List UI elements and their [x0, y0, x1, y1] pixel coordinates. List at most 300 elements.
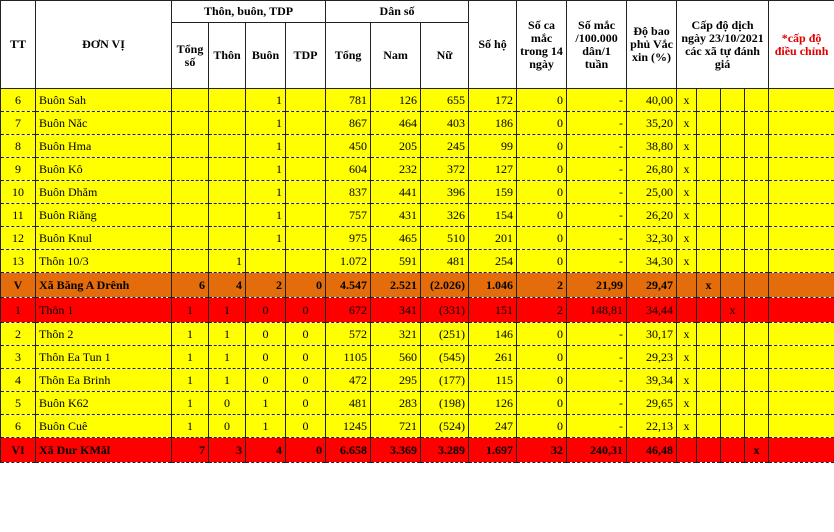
header-tong: Tổng [326, 23, 371, 89]
cell-thon [209, 181, 246, 204]
cell-so-mac: - [567, 415, 627, 438]
cell-so-mac: - [567, 204, 627, 227]
cell-tt: 2 [1, 323, 36, 346]
table-row [1, 438, 834, 463]
cell-thon [209, 112, 246, 135]
cell-tong-so: 7 [172, 438, 209, 463]
cell-level-3 [721, 415, 745, 438]
cell-buon: 0 [246, 323, 286, 346]
cell-name: Buôn Riăng [36, 204, 172, 227]
cell-tdp [286, 89, 326, 112]
cell-level-2 [697, 89, 721, 112]
cell-name: Buôn Kô [36, 158, 172, 181]
cell-so-ca: 0 [517, 346, 567, 369]
cell-so-ho: 254 [469, 250, 517, 273]
cell-tong-so [172, 112, 209, 135]
cell-buon: 1 [246, 204, 286, 227]
cell-do-bao-phu: 25,00 [627, 181, 677, 204]
cell-level-4 [745, 369, 769, 392]
cell-level-4 [745, 298, 769, 323]
cell-tong-so [172, 181, 209, 204]
cell-do-bao-phu: 26,80 [627, 158, 677, 181]
cell-do-bao-phu: 34,30 [627, 250, 677, 273]
cell-thon: 1 [209, 298, 246, 323]
table-row [1, 135, 834, 158]
cell-level-3 [721, 250, 745, 273]
cell-level-1 [677, 273, 697, 298]
cell-buon: 1 [246, 135, 286, 158]
cell-buon: 1 [246, 415, 286, 438]
cell-so-mac: - [567, 369, 627, 392]
table-body [1, 89, 834, 463]
cell-so-mac: - [567, 112, 627, 135]
cell-level-3 [721, 204, 745, 227]
cell-level-adjusted [769, 181, 834, 204]
cell-level-adjusted [769, 298, 834, 323]
cell-level-3: x [721, 298, 745, 323]
cell-name: Thôn 10/3 [36, 250, 172, 273]
cell-buon [246, 250, 286, 273]
cell-level-4 [745, 89, 769, 112]
cell-so-ca: 0 [517, 392, 567, 415]
cell-thon: 1 [209, 369, 246, 392]
cell-buon: 0 [246, 346, 286, 369]
cell-name: Buôn K62 [36, 392, 172, 415]
cell-so-ho: 151 [469, 298, 517, 323]
cell-tong: 837 [326, 181, 371, 204]
cell-tt: VI [1, 438, 36, 463]
cell-so-ho: 146 [469, 323, 517, 346]
cell-name: Buôn Hma [36, 135, 172, 158]
cell-nam: 431 [371, 204, 421, 227]
cell-thon: 1 [209, 346, 246, 369]
cell-so-mac: - [567, 323, 627, 346]
cell-level-1: x [677, 158, 697, 181]
cell-tt: 11 [1, 204, 36, 227]
cell-buon: 1 [246, 158, 286, 181]
cell-so-mac: - [567, 135, 627, 158]
cell-nam: 126 [371, 89, 421, 112]
cell-level-3 [721, 392, 745, 415]
cell-thon: 0 [209, 392, 246, 415]
cell-level-3 [721, 346, 745, 369]
cell-so-ho: 126 [469, 392, 517, 415]
cell-tong-so: 1 [172, 369, 209, 392]
cell-level-2 [697, 392, 721, 415]
cell-tdp: 0 [286, 273, 326, 298]
cell-thon [209, 135, 246, 158]
cell-level-1: x [677, 323, 697, 346]
cell-tong: 1105 [326, 346, 371, 369]
cell-tong-so: 1 [172, 323, 209, 346]
cell-so-ho: 186 [469, 112, 517, 135]
cell-do-bao-phu: 29,23 [627, 346, 677, 369]
cell-so-ca: 32 [517, 438, 567, 463]
header-so-ho: Số hộ [469, 1, 517, 89]
cell-nu: 510 [421, 227, 469, 250]
cell-nu: (177) [421, 369, 469, 392]
cell-buon: 1 [246, 181, 286, 204]
cell-tong: 4.547 [326, 273, 371, 298]
cell-nam: 441 [371, 181, 421, 204]
cell-tong: 572 [326, 323, 371, 346]
cell-level-2 [697, 181, 721, 204]
cell-level-4 [745, 204, 769, 227]
cell-nu: (2.026) [421, 273, 469, 298]
header-do-bao-phu: Độ bao phủ Vắc xin (%) [627, 1, 677, 89]
cell-so-ca: 0 [517, 112, 567, 135]
cell-level-2 [697, 298, 721, 323]
cell-do-bao-phu: 38,80 [627, 135, 677, 158]
cell-level-1 [677, 438, 697, 463]
cell-level-adjusted [769, 112, 834, 135]
cell-tdp [286, 135, 326, 158]
header-tong-so: Tổng số [172, 23, 209, 89]
cell-so-mac: - [567, 89, 627, 112]
cell-level-3 [721, 323, 745, 346]
cell-do-bao-phu: 35,20 [627, 112, 677, 135]
cell-tdp: 0 [286, 415, 326, 438]
cell-nu: (524) [421, 415, 469, 438]
header-so-ca-mac: Số ca mắc trong 14 ngày [517, 1, 567, 89]
table-row [1, 369, 834, 392]
header-group-thon: Thôn, buôn, TDP [172, 1, 326, 23]
cell-tdp [286, 227, 326, 250]
cell-thon [209, 204, 246, 227]
cell-level-3 [721, 227, 745, 250]
cell-level-adjusted [769, 392, 834, 415]
cell-tdp [286, 158, 326, 181]
cell-level-4 [745, 112, 769, 135]
cell-level-2 [697, 135, 721, 158]
cell-so-ho: 159 [469, 181, 517, 204]
cell-level-2 [697, 346, 721, 369]
cell-nam: 295 [371, 369, 421, 392]
cell-level-2 [697, 250, 721, 273]
cell-tong-so [172, 204, 209, 227]
header-cap-do: Cấp độ dịch ngày 23/10/2021 các xã tự đánh giá [677, 1, 769, 89]
cell-thon: 1 [209, 250, 246, 273]
cell-tdp [286, 112, 326, 135]
cell-level-adjusted [769, 438, 834, 463]
cell-level-adjusted [769, 369, 834, 392]
cell-level-4 [745, 346, 769, 369]
cell-level-1 [677, 298, 697, 323]
table-row [1, 158, 834, 181]
header-so-mac-100000: Số mắc /100.000 dân/1 tuần [567, 1, 627, 89]
cell-level-3 [721, 89, 745, 112]
cell-name: Thôn 2 [36, 323, 172, 346]
cell-tt: 13 [1, 250, 36, 273]
cell-level-1: x [677, 89, 697, 112]
cell-thon: 0 [209, 415, 246, 438]
cell-so-ho: 247 [469, 415, 517, 438]
cell-so-ca: 2 [517, 298, 567, 323]
cell-level-adjusted [769, 89, 834, 112]
cell-level-3 [721, 112, 745, 135]
cell-so-mac: - [567, 250, 627, 273]
cell-level-adjusted [769, 135, 834, 158]
cell-nu: 3.289 [421, 438, 469, 463]
cell-level-4 [745, 323, 769, 346]
header-buon: Buôn [246, 23, 286, 89]
cell-tt: 8 [1, 135, 36, 158]
cell-nu: (545) [421, 346, 469, 369]
cell-tong: 757 [326, 204, 371, 227]
cell-so-ho: 1.697 [469, 438, 517, 463]
cell-tong-so: 1 [172, 392, 209, 415]
cell-level-4 [745, 250, 769, 273]
cell-tong-so: 1 [172, 346, 209, 369]
cell-name: Thôn Ea Tun 1 [36, 346, 172, 369]
cell-so-ca: 0 [517, 250, 567, 273]
cell-level-2 [697, 323, 721, 346]
cell-level-2: x [697, 273, 721, 298]
cell-so-ho: 154 [469, 204, 517, 227]
cell-level-4 [745, 415, 769, 438]
cell-so-ho: 172 [469, 89, 517, 112]
cell-buon: 2 [246, 273, 286, 298]
cell-so-ho: 127 [469, 158, 517, 181]
cell-do-bao-phu: 29,65 [627, 392, 677, 415]
cell-level-4 [745, 392, 769, 415]
cell-nu: (198) [421, 392, 469, 415]
cell-so-mac: - [567, 181, 627, 204]
cell-level-adjusted [769, 158, 834, 181]
cell-tdp: 0 [286, 298, 326, 323]
cell-tong-so [172, 89, 209, 112]
cell-nu: 245 [421, 135, 469, 158]
cell-nu: 655 [421, 89, 469, 112]
cell-tdp: 0 [286, 369, 326, 392]
cell-tong: 1.072 [326, 250, 371, 273]
cell-level-2 [697, 158, 721, 181]
cell-tong: 1245 [326, 415, 371, 438]
cell-do-bao-phu: 34,44 [627, 298, 677, 323]
cell-level-1: x [677, 392, 697, 415]
cell-name: Buôn Knul [36, 227, 172, 250]
cell-so-ho: 115 [469, 369, 517, 392]
cell-nam: 283 [371, 392, 421, 415]
table-header [1, 1, 834, 89]
cell-level-1: x [677, 204, 697, 227]
cell-tong-so: 1 [172, 415, 209, 438]
cell-tong: 450 [326, 135, 371, 158]
cell-level-2 [697, 438, 721, 463]
cell-so-ca: 0 [517, 204, 567, 227]
cell-tt: 4 [1, 369, 36, 392]
cell-thon: 4 [209, 273, 246, 298]
table-row [1, 298, 834, 323]
cell-tt: V [1, 273, 36, 298]
cell-level-4 [745, 135, 769, 158]
cell-tt: 6 [1, 89, 36, 112]
cell-tt: 9 [1, 158, 36, 181]
cell-so-ca: 0 [517, 89, 567, 112]
cell-name: Buôn Dhăm [36, 181, 172, 204]
cell-so-ca: 0 [517, 415, 567, 438]
cell-so-mac: 21,99 [567, 273, 627, 298]
cell-level-1: x [677, 181, 697, 204]
cell-nu: (331) [421, 298, 469, 323]
cell-name: Buôn Cuê [36, 415, 172, 438]
cell-do-bao-phu: 22,13 [627, 415, 677, 438]
cell-level-3 [721, 369, 745, 392]
cell-level-1: x [677, 369, 697, 392]
cell-nu: 481 [421, 250, 469, 273]
cell-level-4 [745, 273, 769, 298]
table-row [1, 181, 834, 204]
cell-level-4: x [745, 438, 769, 463]
table-row [1, 112, 834, 135]
cell-do-bao-phu: 39,34 [627, 369, 677, 392]
cell-nu: 372 [421, 158, 469, 181]
cell-level-1: x [677, 346, 697, 369]
cell-level-3 [721, 438, 745, 463]
cell-level-1: x [677, 250, 697, 273]
cell-so-ca: 2 [517, 273, 567, 298]
cell-thon [209, 227, 246, 250]
cell-thon [209, 158, 246, 181]
table-row [1, 250, 834, 273]
cell-level-adjusted [769, 346, 834, 369]
cell-so-ho: 99 [469, 135, 517, 158]
cell-buon: 1 [246, 89, 286, 112]
cell-tdp: 0 [286, 323, 326, 346]
cell-level-1: x [677, 227, 697, 250]
cell-name: Buôn Năc [36, 112, 172, 135]
cell-do-bao-phu: 32,30 [627, 227, 677, 250]
cell-level-4 [745, 227, 769, 250]
header-thon: Thôn [209, 23, 246, 89]
header-group-dan-so: Dân số [326, 1, 469, 23]
cell-tt: 3 [1, 346, 36, 369]
cell-so-ho: 1.046 [469, 273, 517, 298]
cell-buon: 1 [246, 227, 286, 250]
cell-level-adjusted [769, 204, 834, 227]
cell-level-adjusted [769, 250, 834, 273]
cell-nam: 321 [371, 323, 421, 346]
cell-name: Thôn Ea Brinh [36, 369, 172, 392]
cell-nu: (251) [421, 323, 469, 346]
cell-so-ca: 0 [517, 181, 567, 204]
cell-tong: 781 [326, 89, 371, 112]
cell-tong-so: 6 [172, 273, 209, 298]
cell-nam: 721 [371, 415, 421, 438]
header-tdp: TDP [286, 23, 326, 89]
cell-tt: 1 [1, 298, 36, 323]
cell-tong: 6.658 [326, 438, 371, 463]
cell-level-3 [721, 181, 745, 204]
cell-level-1: x [677, 415, 697, 438]
cell-tdp: 0 [286, 346, 326, 369]
cell-nam: 465 [371, 227, 421, 250]
cell-buon: 1 [246, 112, 286, 135]
cell-name: Thôn 1 [36, 298, 172, 323]
cell-name: Buôn Sah [36, 89, 172, 112]
cell-level-3 [721, 158, 745, 181]
cell-level-1: x [677, 112, 697, 135]
cell-level-2 [697, 204, 721, 227]
cell-so-ho: 201 [469, 227, 517, 250]
cell-tong-so [172, 227, 209, 250]
cell-so-mac: - [567, 392, 627, 415]
cell-level-2 [697, 369, 721, 392]
cell-tdp [286, 204, 326, 227]
cell-tong: 472 [326, 369, 371, 392]
cell-tong: 975 [326, 227, 371, 250]
cell-nam: 464 [371, 112, 421, 135]
cell-level-adjusted [769, 323, 834, 346]
table-row [1, 204, 834, 227]
cell-so-mac: - [567, 158, 627, 181]
table-row [1, 89, 834, 112]
cell-tt: 10 [1, 181, 36, 204]
table-row [1, 273, 834, 298]
cell-do-bao-phu: 40,00 [627, 89, 677, 112]
cell-do-bao-phu: 30,17 [627, 323, 677, 346]
header-nam: Nam [371, 23, 421, 89]
cell-nu: 403 [421, 112, 469, 135]
cell-nu: 326 [421, 204, 469, 227]
header-tt: TT [1, 1, 36, 89]
cell-name: Xã Băng A Drênh [36, 273, 172, 298]
table-row [1, 227, 834, 250]
cell-buon: 0 [246, 369, 286, 392]
cell-so-ca: 0 [517, 227, 567, 250]
cell-nam: 3.369 [371, 438, 421, 463]
cell-nam: 591 [371, 250, 421, 273]
cell-so-ca: 0 [517, 135, 567, 158]
cell-tong-so [172, 135, 209, 158]
cell-do-bao-phu: 29,47 [627, 273, 677, 298]
table-row [1, 415, 834, 438]
cell-so-ca: 0 [517, 323, 567, 346]
cell-tong-so: 1 [172, 298, 209, 323]
cell-so-ca: 0 [517, 158, 567, 181]
cell-level-adjusted [769, 273, 834, 298]
cell-thon [209, 89, 246, 112]
cell-buon: 1 [246, 392, 286, 415]
cell-so-ca: 0 [517, 369, 567, 392]
cell-tong: 672 [326, 298, 371, 323]
header-nu: Nữ [421, 23, 469, 89]
cell-level-2 [697, 112, 721, 135]
cell-tdp [286, 250, 326, 273]
cell-so-mac: 148,81 [567, 298, 627, 323]
cell-tong: 604 [326, 158, 371, 181]
cell-nam: 2.521 [371, 273, 421, 298]
table-row [1, 392, 834, 415]
cell-level-1: x [677, 135, 697, 158]
cell-buon: 4 [246, 438, 286, 463]
cell-so-mac: 240,31 [567, 438, 627, 463]
cell-tong: 481 [326, 392, 371, 415]
cell-tt: 12 [1, 227, 36, 250]
table-row [1, 323, 834, 346]
header-don-vi: ĐƠN VỊ [36, 1, 172, 89]
table-row [1, 346, 834, 369]
cell-nam: 341 [371, 298, 421, 323]
cell-tong-so [172, 158, 209, 181]
cell-level-4 [745, 181, 769, 204]
cell-level-3 [721, 273, 745, 298]
cell-do-bao-phu: 26,20 [627, 204, 677, 227]
cell-tt: 7 [1, 112, 36, 135]
cell-level-adjusted [769, 415, 834, 438]
cell-buon: 0 [246, 298, 286, 323]
cell-thon: 1 [209, 323, 246, 346]
